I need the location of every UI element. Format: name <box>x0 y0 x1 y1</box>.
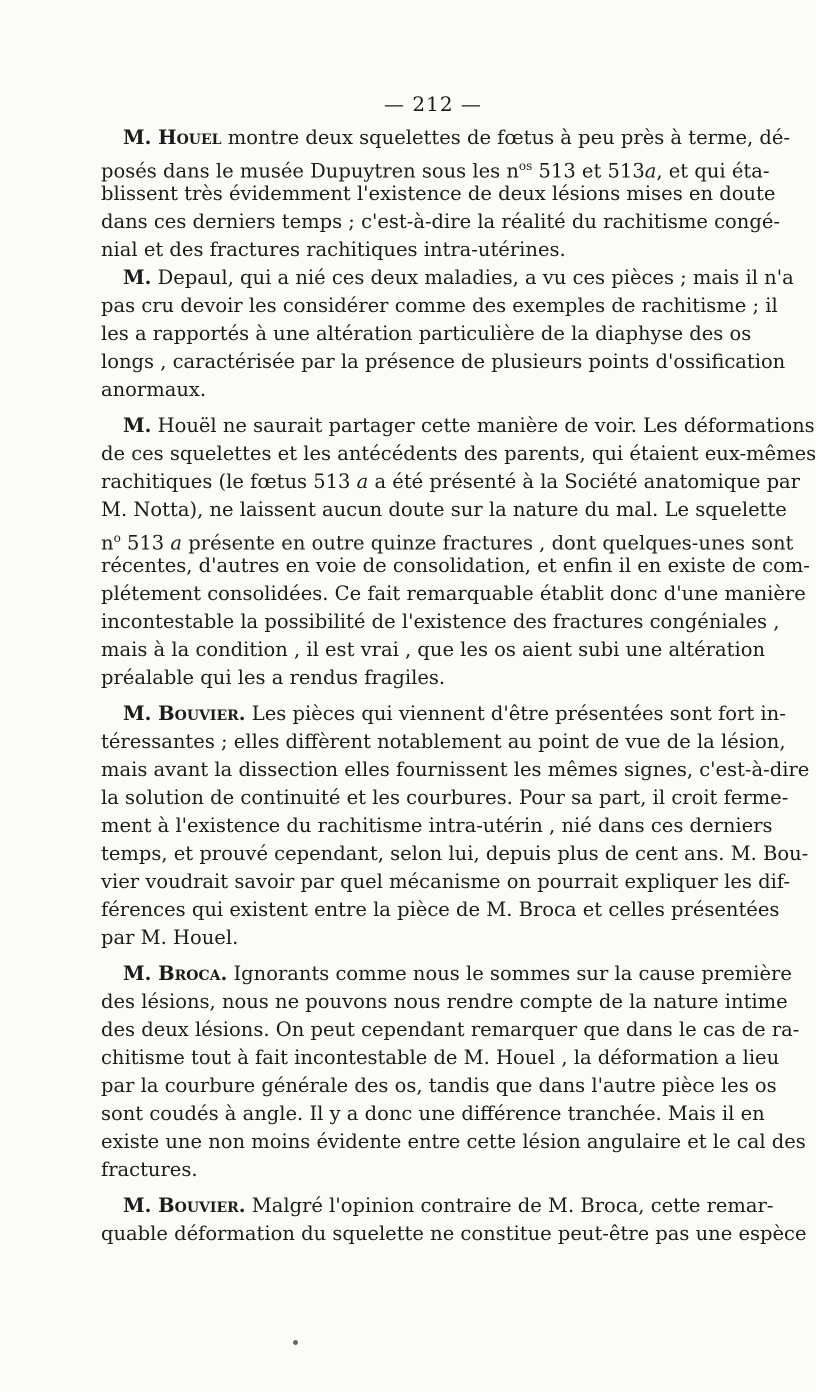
text-line: des deux lésions. On peut cependant remarquer que dans le cas de ra- <box>101 1018 800 1041</box>
paragraph-depaul <box>101 264 794 404</box>
line-text: Les pièces qui viennent d'être présentées sont fort in- <box>245 702 786 725</box>
speaker-name: M. Bouvier. <box>123 702 246 725</box>
text-line: préalable qui les a rendus fragiles. <box>101 666 446 689</box>
paragraph-bouvier-1 <box>101 700 810 952</box>
text-line: blissent très évidemment l'existence de deux lésions mises en doute <box>101 182 776 205</box>
speaker-name: M. <box>123 266 152 289</box>
text-line: par M. Houel. <box>101 926 239 949</box>
text-line <box>101 468 801 496</box>
paragraph-houel-2 <box>101 412 816 692</box>
text-line: téressantes ; elles diffèrent notablement au point de vue de la lésion, <box>101 730 786 753</box>
speaker-name: M. Houel <box>123 126 222 149</box>
line-text: montre deux squelettes de fœtus à peu près à terme, dé- <box>221 126 790 149</box>
line-text: Malgré l'opinion contraire de M. Broca, cette remar- <box>245 1194 774 1217</box>
text-line: pas cru devoir les considérer comme des exemples de rachitisme ; il <box>101 294 778 317</box>
text-line: quable déformation du squelette ne constitue peut-être pas une espèce <box>101 1222 807 1245</box>
text-line <box>101 700 786 728</box>
line-text: Depaul, qui a nié ces deux maladies, a vu ces pièces ; mais il n'a <box>151 266 794 289</box>
text-line: nial et des fractures rachitiques intra-utérines. <box>101 238 566 261</box>
page-number: — 212 — <box>384 92 482 116</box>
spacer <box>101 692 751 700</box>
text-line: existe une non moins évidente entre cette lésion angulaire et le cal des <box>101 1130 806 1153</box>
spacer <box>101 952 751 960</box>
text-line: plétement consolidées. Ce fait remarquable établit donc d'une manière <box>101 582 806 605</box>
line-text: rachitiques (le fœtus 513 <box>101 470 357 493</box>
text-line: temps, et prouvé cependant, selon lui, depuis plus de cent ans. M. Bou- <box>101 842 809 865</box>
text-line <box>101 524 794 555</box>
text-line: M. Notta), ne laissent aucun doute sur la nature du mal. Le squelette <box>101 498 787 521</box>
text-line: sont coudés à angle. Il y a donc une différence tranchée. Mais il en <box>101 1102 765 1125</box>
text-line <box>101 412 815 440</box>
text-line <box>101 124 790 152</box>
italic-letter: a <box>644 159 657 183</box>
ink-spot <box>293 1340 298 1345</box>
paragraph-houel-1 <box>101 124 790 264</box>
text-line: fractures. <box>101 1158 198 1181</box>
text-line: récentes, d'autres en voie de consolidation, et enfin il en existe de com- <box>101 554 810 577</box>
paragraph-broca <box>101 960 806 1184</box>
line-text: n <box>101 531 114 555</box>
spacer <box>101 1184 751 1192</box>
line-text: Houël ne saurait partager cette manière de voir. Les déformations <box>151 414 815 437</box>
line-text: 513 <box>120 531 171 555</box>
speaker-name: M. <box>123 414 152 437</box>
text-line: anormaux. <box>101 378 207 401</box>
text-line: férences qui existent entre la pièce de M. Broca et celles présentées <box>101 898 780 921</box>
text-line: ment à l'existence du rachitisme intra-utérin , nié dans ces derniers <box>101 814 773 837</box>
line-text: a été présenté à la Société anatomique par <box>368 470 801 493</box>
text-line: de ces squelettes et les antécédents des parents, qui étaient eux-mêmes <box>101 442 816 465</box>
text-line: longs , caractérisée par la présence de plusieurs points d'ossification <box>101 350 786 373</box>
line-text: 513 et 513 <box>532 159 645 183</box>
text-line <box>101 1192 774 1220</box>
text-line: des lésions, nous ne pouvons nous rendre compte de la nature intime <box>101 990 788 1013</box>
speaker-name: M. Bouvier. <box>123 1194 246 1217</box>
speaker-name: M. Broca. <box>123 962 228 985</box>
line-text: , et qui éta- <box>656 159 770 183</box>
text-line: dans ces derniers temps ; c'est-à-dire la réalité du rachitisme congé- <box>101 210 780 233</box>
italic-letter: a <box>170 531 183 555</box>
text-line <box>101 960 792 988</box>
text-line <box>101 264 794 292</box>
text-line: mais avant la dissection elles fournissent les mêmes signes, c'est-à-dire <box>101 758 810 781</box>
text-line: par la courbure générale des os, tandis que dans l'autre pièce les os <box>101 1074 777 1097</box>
line-text: présente en outre quinze fractures , dont quelques-unes sont <box>182 531 794 555</box>
superscript: o <box>113 531 121 545</box>
paragraph-bouvier-2 <box>101 1192 807 1248</box>
line-text: posés dans le musée Dupuytren sous les n <box>101 159 519 183</box>
superscript: os <box>518 159 533 173</box>
text-line: incontestable la possibilité de l'existence des fractures congéniales , <box>101 610 780 633</box>
book-page <box>101 92 816 1248</box>
text-line: mais à la condition , il est vrai , que les os aient subi une altération <box>101 638 765 661</box>
line-text: Ignorants comme nous le sommes sur la cause première <box>227 962 792 985</box>
text-line: chitisme tout à fait incontestable de M. Houel , la déformation a lieu <box>101 1046 780 1069</box>
spacer <box>101 404 751 412</box>
text-line <box>101 152 770 183</box>
text-line: vier voudrait savoir par quel mécanisme on pourrait expliquer les dif- <box>101 870 790 893</box>
text-line: la solution de continuité et les courbures. Pour sa part, il croit ferme- <box>101 786 789 809</box>
italic-letter: a <box>356 470 369 493</box>
text-line: les a rapportés à une altération particulière de la diaphyse des os <box>101 322 752 345</box>
